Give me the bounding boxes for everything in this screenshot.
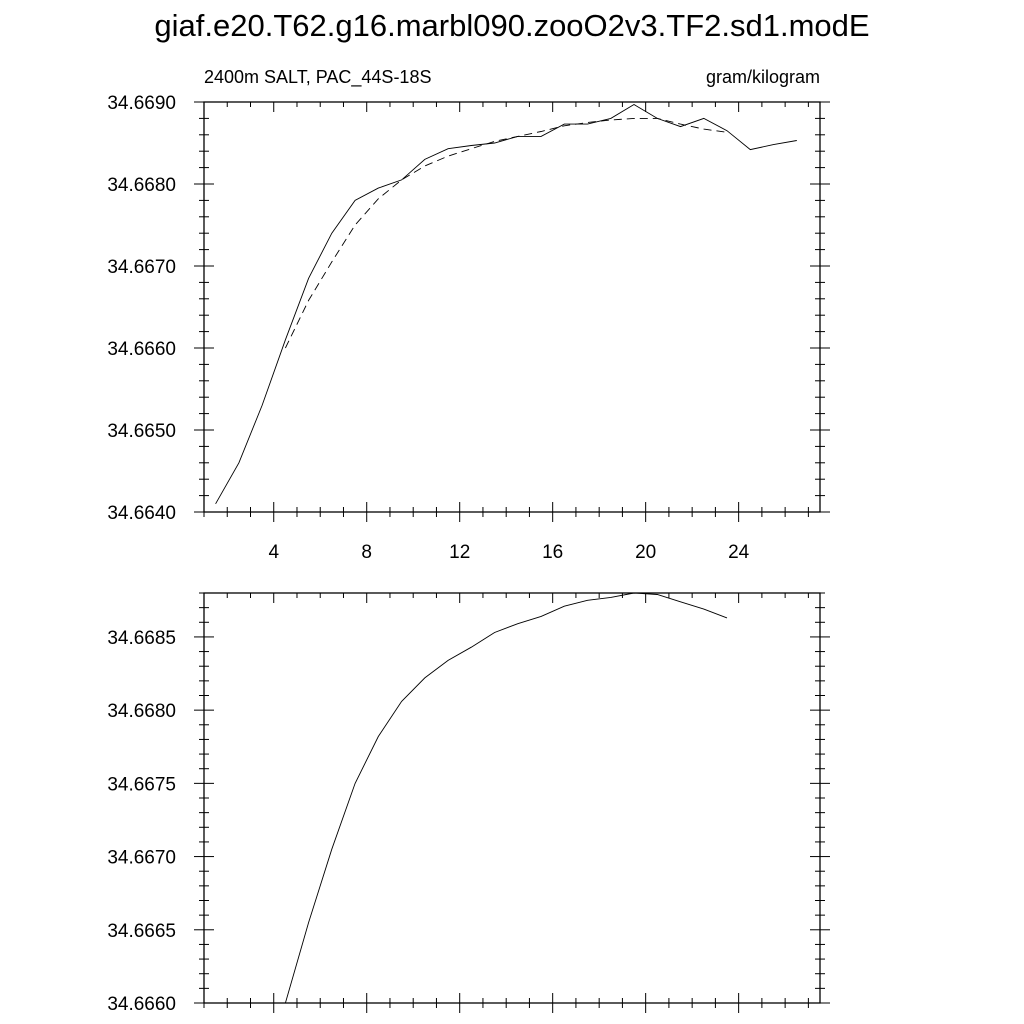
y-tick-label: 34.6660 — [107, 994, 176, 1015]
solid-series-line — [216, 105, 797, 504]
x-tick-label: 24 — [728, 542, 750, 563]
plot-frame — [204, 593, 820, 1003]
y-tick-label: 34.6650 — [107, 421, 176, 442]
top-chart-right-label: gram/kilogram — [705, 67, 820, 87]
page-title: giaf.e20.T62.g16.marbl090.zooO2v3.TF2.sd1.modE — [154, 8, 870, 43]
x-tick-label: 4 — [268, 542, 280, 563]
x-tick-label: 20 — [635, 542, 657, 563]
top-chart — [107, 93, 830, 563]
y-tick-label: 34.6685 — [107, 627, 176, 649]
y-tick-label: 34.6670 — [107, 847, 176, 869]
x-tick-label: 16 — [542, 542, 564, 563]
x-tick-label: 8 — [361, 542, 373, 563]
y-tick-label: 34.6680 — [107, 175, 176, 196]
y-tick-label: 34.6640 — [107, 503, 176, 524]
y-tick-label: 34.6690 — [107, 93, 176, 114]
top-chart-left-label: 2400m SALT, PAC_44S-18S — [204, 67, 432, 87]
bottom-chart — [107, 593, 830, 1015]
y-tick-label: 34.6665 — [107, 920, 176, 942]
dashed-series-line — [285, 118, 727, 348]
y-tick-label: 34.6660 — [107, 339, 176, 360]
y-tick-label: 34.6670 — [107, 257, 176, 278]
solid-series-line — [285, 593, 727, 1003]
y-tick-label: 34.6675 — [107, 774, 176, 796]
x-tick-label: 12 — [449, 542, 471, 563]
plot-frame — [204, 102, 820, 512]
y-tick-label: 34.6680 — [107, 701, 176, 723]
